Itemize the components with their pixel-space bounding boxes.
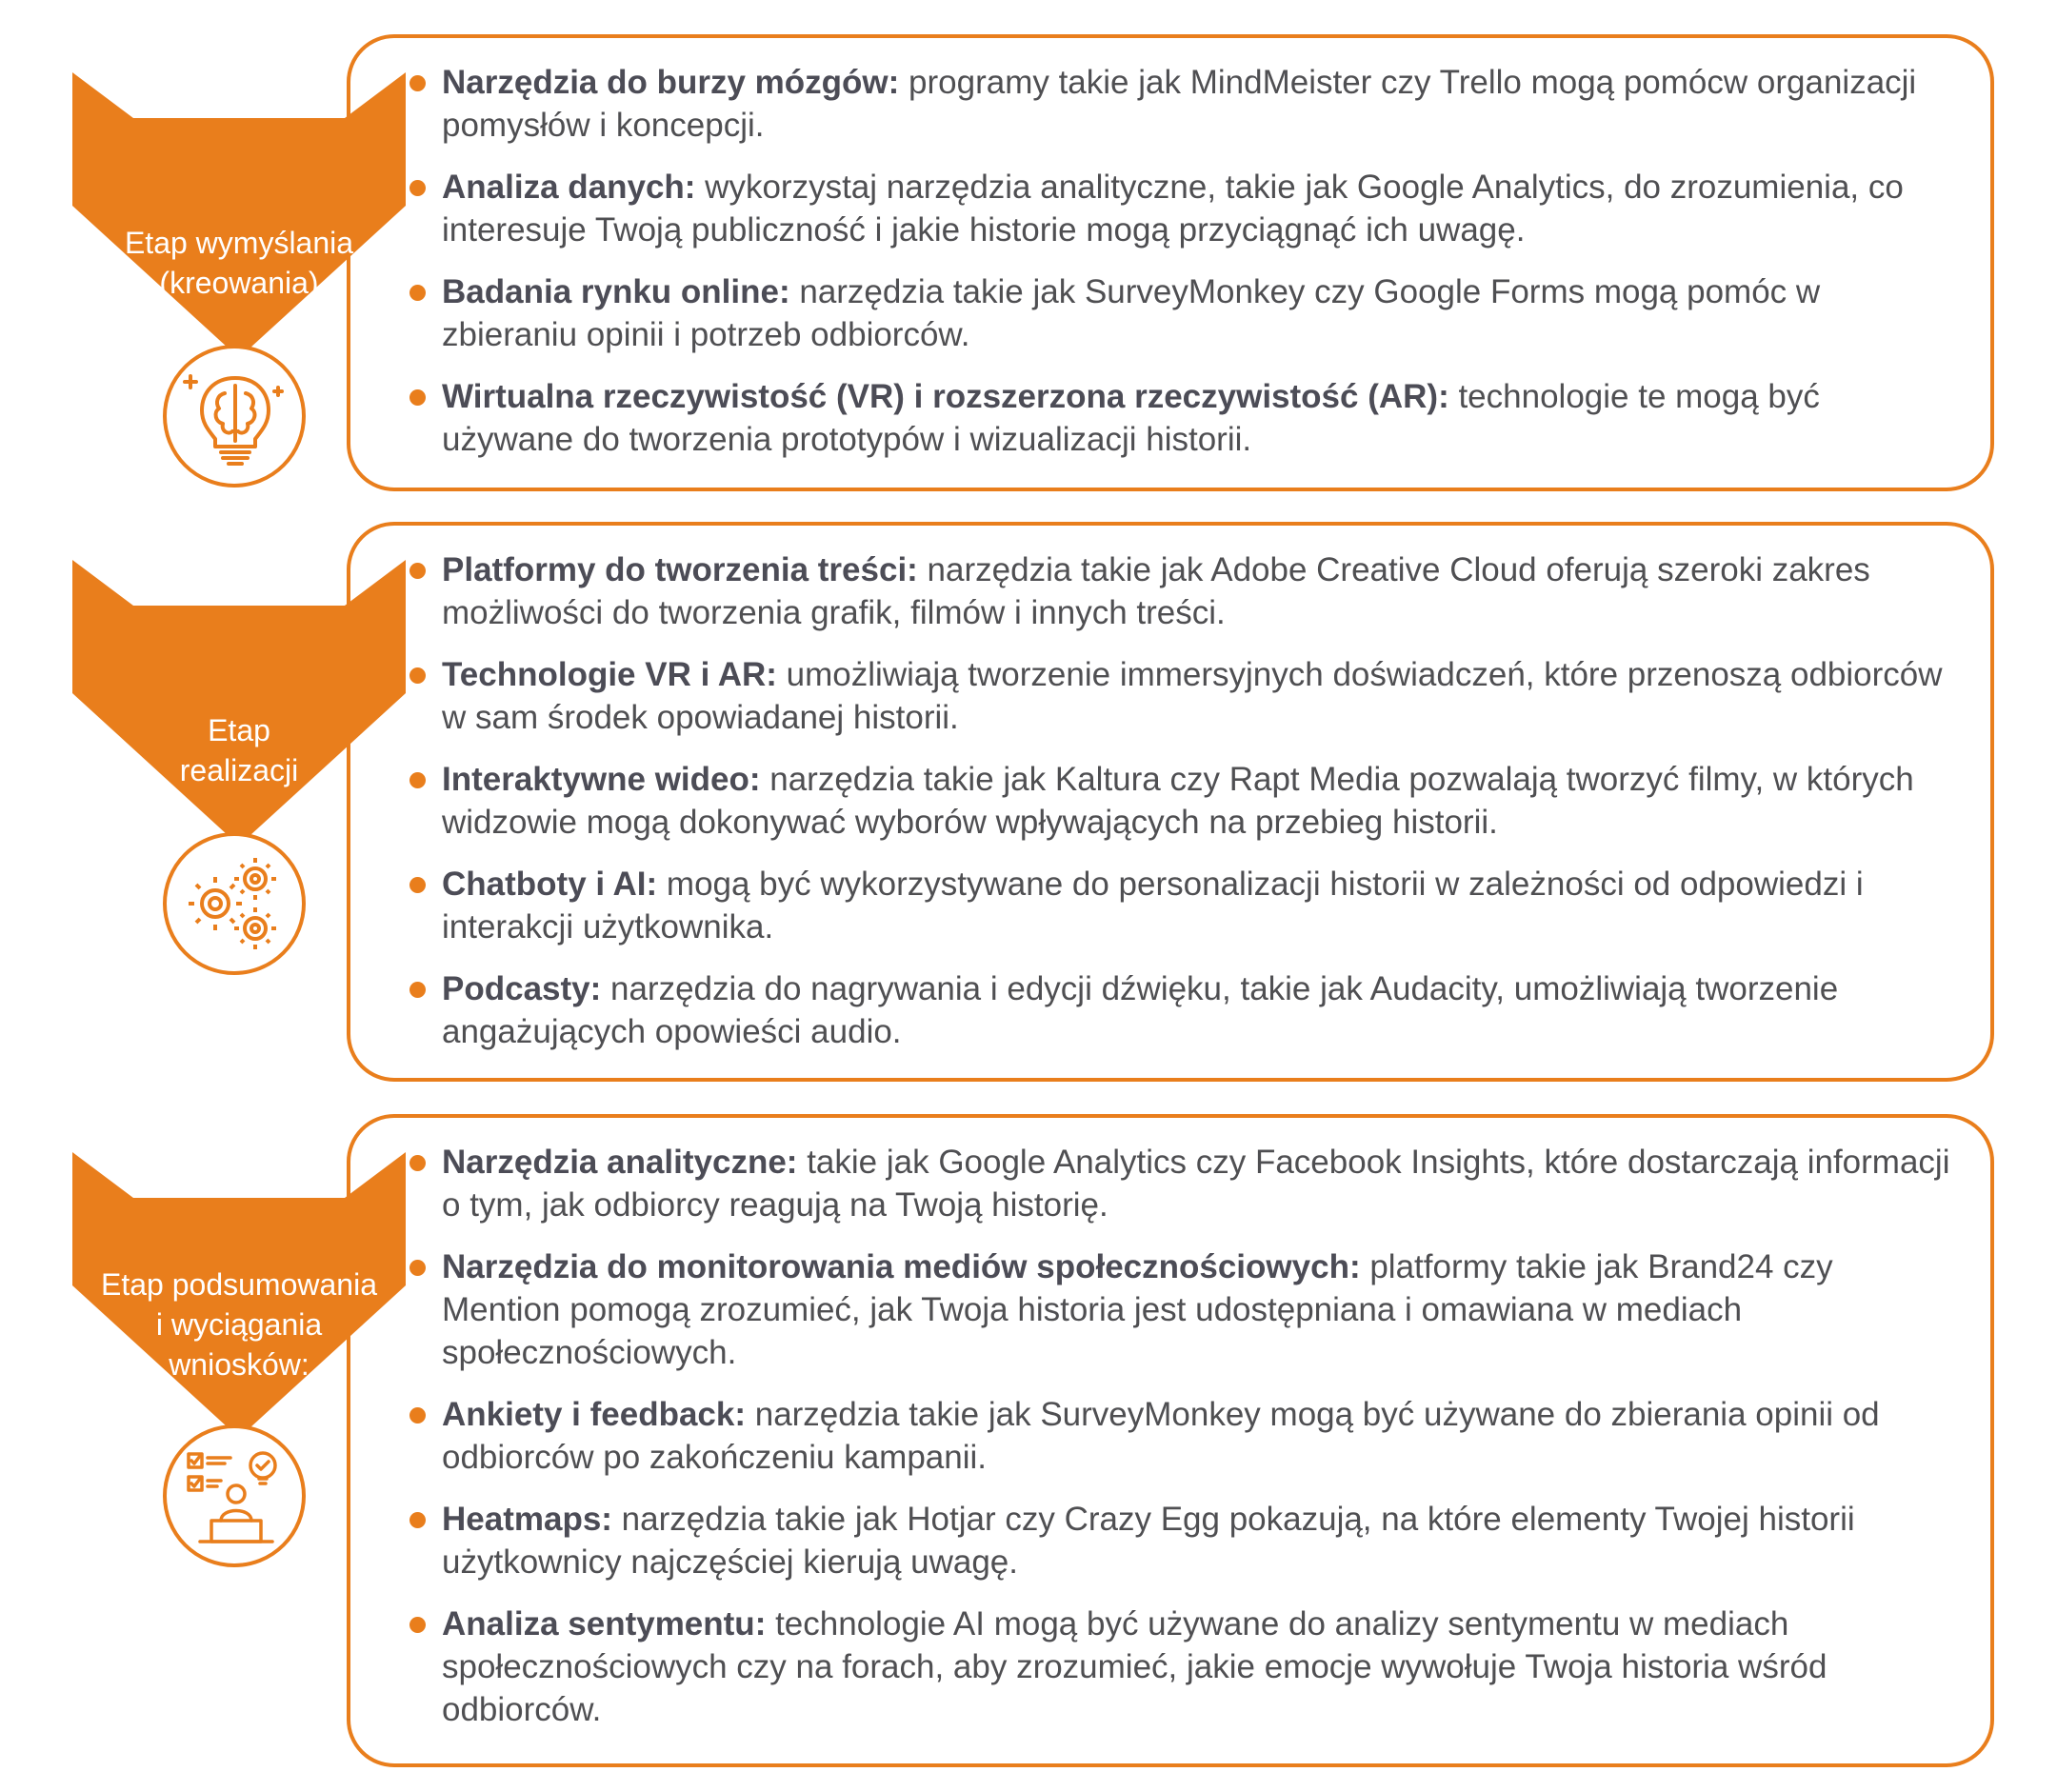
item-text: wykorzystaj narzędzia analityczne, takie jak Google Analytics, do zrozumienia, co interesuje Twoją publiczność i jakie historie mogą przyciągnąć ich uwagę. bbox=[442, 169, 1904, 249]
item-term: Narzędzia do monitorowania mediów społecznościowych: bbox=[442, 1248, 1361, 1285]
stage-badge bbox=[72, 1152, 406, 1571]
item-text: narzędzia takie jak Hotjar czy Crazy Egg pokazują, na które elementy Twojej historii użytkownicy najczęściej kierują uwagę. bbox=[442, 1501, 1855, 1581]
item-term: Badania rynku online: bbox=[442, 273, 790, 310]
list-item bbox=[442, 166, 1952, 251]
item-text: narzędzia takie jak Adobe Creative Cloud oferują szeroki zakres możliwości do tworzenia grafik, filmów i innych treści. bbox=[442, 551, 1870, 631]
item-term: Narzędzia analityczne: bbox=[442, 1144, 798, 1181]
list-item bbox=[442, 548, 1952, 634]
item-text: programy takie jak MindMeister czy Trello mogą pomócw organizacji pomysłów i koncepcji. bbox=[442, 64, 1917, 144]
bullet-dot bbox=[409, 1155, 426, 1171]
tool-list bbox=[442, 548, 1952, 1072]
gears-icon bbox=[183, 852, 288, 957]
bullet-dot bbox=[409, 75, 426, 91]
list-item bbox=[442, 61, 1952, 147]
stage-card bbox=[347, 34, 1994, 491]
icon-circle bbox=[163, 345, 306, 488]
stage-label-line: wniosków: bbox=[169, 1347, 310, 1382]
stage-label-line: Etap wymyślania bbox=[124, 226, 354, 260]
item-term: Ankiety i feedback: bbox=[442, 1396, 746, 1433]
stage-realization bbox=[0, 522, 2057, 1082]
item-term: Chatboty i AI: bbox=[442, 866, 658, 903]
item-term: Technologie VR i AR: bbox=[442, 656, 777, 693]
list-item bbox=[442, 1245, 1952, 1374]
list-item bbox=[442, 1141, 1952, 1226]
bullet-dot bbox=[409, 1617, 426, 1633]
stage-card bbox=[347, 1114, 1994, 1767]
item-text: mogą być wykorzystywane do personalizacji historii w zależności od odpowiedzi i interakcji użytkownika. bbox=[442, 866, 1864, 946]
stage-label bbox=[72, 710, 406, 790]
bullet-dot bbox=[409, 667, 426, 684]
icon-circle bbox=[163, 1424, 306, 1567]
item-term: Wirtualna rzeczywistość (VR) i rozszerzona rzeczywistość (AR): bbox=[442, 378, 1449, 415]
stage-label-line: Etap podsumowania bbox=[101, 1267, 377, 1302]
bullet-dot bbox=[409, 1407, 426, 1424]
list-item bbox=[442, 967, 1952, 1053]
stage-badge bbox=[72, 560, 406, 979]
list-item bbox=[442, 653, 1952, 739]
item-text: umożliwiają tworzenie immersyjnych doświadczeń, które przenoszą odbiorców w sam środek opowiadanej historii. bbox=[442, 656, 1943, 736]
icon-circle bbox=[163, 832, 306, 975]
item-text: technologie AI mogą być używane do analizy sentymentu w mediach społecznościowych czy na forach, aby zrozumieć, jakie emocje wywołuje Twoja historia wśród odbiorców. bbox=[442, 1605, 1827, 1728]
item-term: Platformy do tworzenia treści: bbox=[442, 551, 918, 588]
stage-label-line: Etap bbox=[208, 713, 270, 747]
list-item bbox=[442, 1603, 1952, 1731]
list-item bbox=[442, 863, 1952, 948]
item-term: Podcasty: bbox=[442, 970, 602, 1007]
tool-list bbox=[442, 1141, 1952, 1750]
item-text: narzędzia do nagrywania i edycji dźwięku, takie jak Audacity, umożliwiają tworzenie angażujących opowieści audio. bbox=[442, 970, 1839, 1050]
stage-summary bbox=[0, 1114, 2057, 1767]
stage-label bbox=[72, 1264, 406, 1384]
bullet-dot bbox=[409, 877, 426, 893]
item-text: platformy takie jak Brand24 czy Mention pomogą zrozumieć, jak Twoja historia jest udostępniana i omawiana w mediach społecznościowych. bbox=[442, 1248, 1833, 1371]
item-term: Interaktywne wideo: bbox=[442, 761, 761, 798]
bullet-dot bbox=[409, 563, 426, 579]
item-term: Analiza danych: bbox=[442, 169, 696, 206]
bullet-dot bbox=[409, 982, 426, 998]
bullet-dot bbox=[409, 1512, 426, 1528]
item-text: narzędzia takie jak SurveyMonkey czy Google Forms mogą pomóc w zbieraniu opinii i potrzeb odbiorców. bbox=[442, 273, 1821, 353]
item-term: Analiza sentymentu: bbox=[442, 1605, 767, 1643]
bullet-dot bbox=[409, 180, 426, 196]
list-item bbox=[442, 1393, 1952, 1479]
stage-label bbox=[72, 223, 406, 303]
bullet-dot bbox=[409, 1260, 426, 1276]
bullet-dot bbox=[409, 285, 426, 301]
item-term: Heatmaps: bbox=[442, 1501, 612, 1538]
tool-list bbox=[442, 61, 1952, 480]
stage-ideation bbox=[0, 34, 2057, 491]
brain-lightbulb-icon bbox=[183, 365, 288, 469]
stage-label-line: realizacji bbox=[179, 753, 299, 787]
item-text: narzędzia takie jak Kaltura czy Rapt Media pozwalają tworzyć filmy, w których widzowie mogą dokonywać wyborów wpływających na przebieg historii. bbox=[442, 761, 1914, 841]
list-item bbox=[442, 375, 1952, 461]
list-item bbox=[442, 758, 1952, 844]
bullet-dot bbox=[409, 772, 426, 788]
stage-badge bbox=[72, 72, 406, 491]
list-item bbox=[442, 1498, 1952, 1583]
stage-card bbox=[347, 522, 1994, 1082]
stage-label-line: (kreowania) bbox=[159, 266, 319, 300]
item-text: takie jak Google Analytics czy Facebook Insights, które dostarczają informacji o tym, jak odbiorcy reagują na Twoją historię. bbox=[442, 1144, 1950, 1224]
list-item bbox=[442, 270, 1952, 356]
presenter-checklist-icon bbox=[183, 1444, 288, 1549]
stage-label-line: i wyciągania bbox=[155, 1307, 323, 1342]
item-text: narzędzia takie jak SurveyMonkey mogą być używane do zbierania opinii od odbiorców po zakończeniu kampanii. bbox=[442, 1396, 1880, 1476]
item-term: Narzędzia do burzy mózgów: bbox=[442, 64, 900, 101]
item-text: technologie te mogą być używane do tworzenia prototypów i wizualizacji historii. bbox=[442, 378, 1820, 458]
bullet-dot bbox=[409, 389, 426, 406]
